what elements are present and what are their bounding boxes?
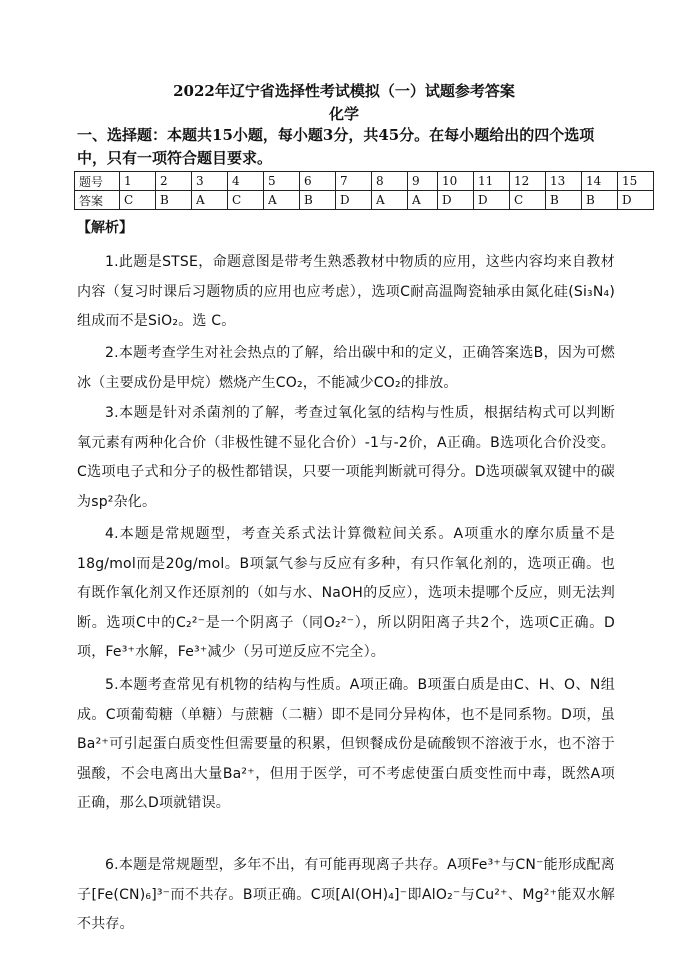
answer-cell: C	[120, 191, 156, 210]
section-heading: 一、选择题：本题共15小题，每小题3分，共45分。在每小题给出的四个选项中，只有一项符合题目要求。	[77, 126, 595, 167]
row-label: 题号	[75, 172, 120, 191]
analysis-paragraph-3: 3.本题是针对杀菌剂的了解，考查过氧化氢的结构与性质，根据结构式可以判断氧元素有两种化合价（非极性键不显化合价）-1与-2价，A正确。B选项化合价没变。C选项电子式和分子的极性都错误，只要一项能判断就可得分。D选项碳氧双键中的碳为sp²杂化。	[77, 405, 615, 510]
question-number-cell: 6	[300, 172, 336, 191]
answer-cell: A	[192, 191, 228, 210]
question-number-cell: 15	[618, 172, 654, 191]
answer-row	[75, 191, 654, 210]
answer-cell: A	[408, 191, 438, 210]
question-number-cell: 5	[264, 172, 300, 191]
row-label: 答案	[75, 191, 120, 210]
question-number-cell: 8	[372, 172, 408, 191]
question-number-cell: 9	[408, 172, 438, 191]
analysis-paragraph-6: 6.本题是常规题型，多年不出，有可能再现离子共存。A项Fe³⁺与CN⁻能形成配离子[Fe(CN)₆]³⁻而不共存。B项正确。C项[Al(OH)₄]⁻即AlO₂⁻与Cu²⁺、Mg²⁺能双水解不共存。	[77, 857, 615, 933]
question-number-cell: 13	[546, 172, 582, 191]
question-number-cell: 3	[192, 172, 228, 191]
answer-cell: B	[546, 191, 582, 210]
question-number-cell: 2	[156, 172, 192, 191]
question-number-row	[75, 172, 654, 191]
subject-title: 化学	[328, 105, 359, 123]
answer-cell: C	[228, 191, 264, 210]
question-number-cell: 14	[582, 172, 618, 191]
answer-cell: C	[510, 191, 546, 210]
question-number-cell: 12	[510, 172, 546, 191]
document-title: 2022年辽宁省选择性考试模拟（一）试题参考答案	[173, 82, 515, 100]
answer-cell: D	[474, 191, 510, 210]
analysis-paragraph-1: 1.此题是STSE，命题意图是带考生熟悉教材中物质的应用，这些内容均来自教材内容（复习时课后习题物质的应用也应考虑），选项C耐高温陶瓷轴承由氮化硅(Si₃N₄)组成而不是SiO₂。选 C。	[77, 254, 615, 330]
answer-cell: D	[438, 191, 474, 210]
question-number-cell: 7	[336, 172, 372, 191]
answer-cell: D	[336, 191, 372, 210]
question-number-cell: 4	[228, 172, 264, 191]
answer-cell: A	[264, 191, 300, 210]
answer-cell: A	[372, 191, 408, 210]
analysis-paragraph-4: 4.本题是常规题型，考查关系式法计算微粒间关系。A项重水的摩尔质量不是18g/mol而是20g/mol。B项氯气参与反应有多种，有只作氧化剂的，选项正确。也有既作氧化剂又作还原剂的（如与水、NaOH的反应），选项未提哪个反应，则无法判断。选项C中的C₂²⁻是一个阴离子（同O₂²⁻），所以阴阳离子共2个，选项C正确。D项，Fe³⁺水解，Fe³⁺减少（另可逆反应不完全）。	[77, 526, 615, 661]
answer-cell: D	[618, 191, 654, 210]
answer-cell: B	[156, 191, 192, 210]
analysis-paragraph-2: 2.本题考查学生对社会热点的了解，给出碳中和的定义，正确答案选B，因为可燃冰（主要成份是甲烷）燃烧产生CO₂，不能减少CO₂的排放。	[77, 345, 615, 391]
question-number-cell: 11	[474, 172, 510, 191]
answer-cell: B	[300, 191, 336, 210]
analysis-paragraph-5: 5.本题考查常见有机物的结构与性质。A项正确。B项蛋白质是由C、H、O、N组成。C项葡萄糖（单糖）与蔗糖（二糖）即不是同分异构体，也不是同系物。D项，虽Ba²⁺可引起蛋白质变性但需要量的积累，但钡餐成份是硫酸钡不溶液于水，也不溶于强酸，不会电离出大量Ba²⁺，但用于医学，可不考虑使蛋白质变性而中毒，既然A项正确，那么D项就错误。	[77, 677, 615, 812]
question-number-cell: 1	[120, 172, 156, 191]
answer-table	[74, 171, 654, 210]
analysis-label: 【解析】	[77, 220, 133, 236]
answer-cell: B	[582, 191, 618, 210]
question-number-cell: 10	[438, 172, 474, 191]
